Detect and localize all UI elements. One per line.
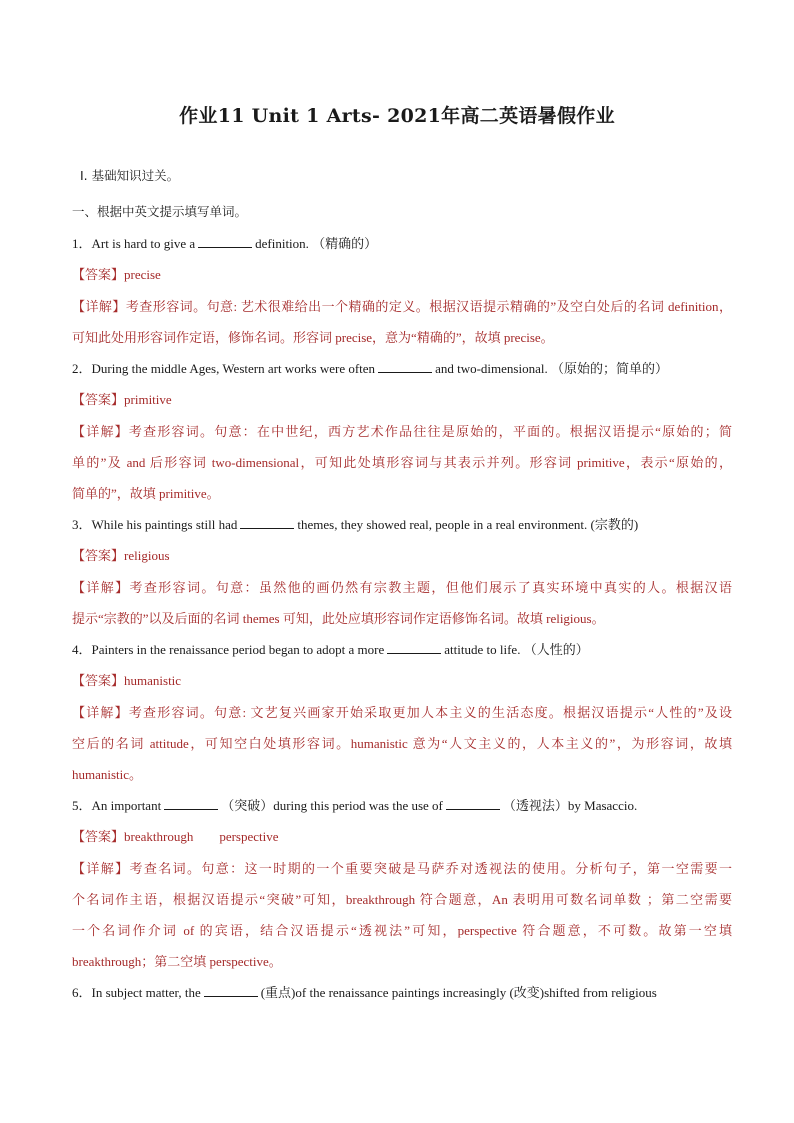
answer-blank — [204, 985, 258, 997]
answer-blank — [387, 642, 441, 654]
answer-2: 【答案】primitive — [72, 392, 172, 407]
detail-3-line-1: 【详解】考查形容词。句意：虽然他的画仍然有宗教主题，但他们展示了真实环境中真实的人。根据汉语 — [72, 580, 732, 595]
detail-4-line-2: 空后的名词 attitude，可知空白处填形容词。humanistic 意为“人文主义的，人本主义的”，为形容词，故填 — [72, 736, 732, 751]
section-heading: I. 基础知识过关。 — [80, 168, 180, 183]
question-1: 1．Art is hard to give a definition. （精确的） — [72, 236, 378, 251]
answer-blank — [198, 236, 252, 248]
detail-2-line-3: 简单的”，故填 primitive。 — [72, 486, 220, 501]
detail-4-line-3: humanistic。 — [72, 767, 143, 782]
question-2: 2．During the middle Ages, Western art works were often and two-dimensional. （原始的；简单的） — [72, 361, 668, 376]
detail-5-line-1: 【详解】考查名词。句意：这一时期的一个重要突破是马萨乔对透视法的使用。分析句子，第一空需要一 — [72, 861, 732, 876]
page-title: 作业11 Unit 1 Arts- 2021年高二英语暑假作业 — [179, 105, 615, 127]
detail-2-line-1: 【详解】考查形容词。句意：在中世纪，西方艺术作品往往是原始的，平面的。根据汉语提示“原始的；简 — [72, 424, 732, 439]
question-4: 4．Painters in the renaissance period began to adopt a more attitude to life. （人性的） — [72, 642, 589, 657]
question-6: 6．In subject matter, the (重点)of the renaissance paintings increasingly (改变)shifted from religious — [72, 985, 657, 1000]
answer-4: 【答案】humanistic — [72, 673, 182, 688]
detail-5-line-4: breakthrough；第二空填 perspective。 — [72, 954, 282, 969]
answer-1: 【答案】precise — [72, 267, 161, 282]
answer-blank — [446, 798, 500, 810]
detail-2-line-2: 单的”及 and 后形容词 two-dimensional，可知此处填形容词与其表示并列。形容词 primitive，表示“原始的， — [72, 455, 732, 470]
answer-blank — [164, 798, 218, 810]
detail-5-line-3: 一个名词作介词 of 的宾语，结合汉语提示“透视法”可知，perspective 符合题意，不可数。故第一空填 — [72, 923, 732, 938]
detail-3-line-2: 提示“宗教的”以及后面的名词 themes 可知，此处应填形容词作定语修饰名词。故填 religious。 — [72, 611, 605, 626]
detail-5-line-2: 个名词作主语，根据汉语提示“突破”可知，breakthrough 符合题意，An 表明用可数名词单数 ；第二空需要 — [72, 892, 732, 907]
answer-5: 【答案】breakthrough perspective — [72, 829, 279, 844]
answer-blank — [378, 361, 432, 373]
answer-blank — [240, 517, 294, 529]
detail-1-line-2: 可知此处用形容词作定语，修饰名词。形容词 precise，意为“精确的”，故填 precise。 — [72, 330, 554, 345]
detail-4-line-1: 【详解】考查形容词。句意: 文艺复兴画家开始采取更加人本主义的生活态度。根据汉语提示“人性的”及设 — [72, 705, 732, 720]
detail-1-line-1: 【详解】考查形容词。句意: 艺术很难给出一个精确的定义。根据汉语提示精确的”及空白处后的名词 definition， — [72, 299, 732, 314]
part-heading: 一、根据中英文提示填写单词。 — [72, 204, 248, 219]
question-5: 5．An important （突破）during this period was the use of （透视法）by Masaccio. — [72, 798, 638, 813]
question-3: 3．While his paintings still had themes, they showed real, people in a real environment. (宗教的) — [72, 517, 639, 532]
answer-3: 【答案】religious — [72, 548, 170, 563]
